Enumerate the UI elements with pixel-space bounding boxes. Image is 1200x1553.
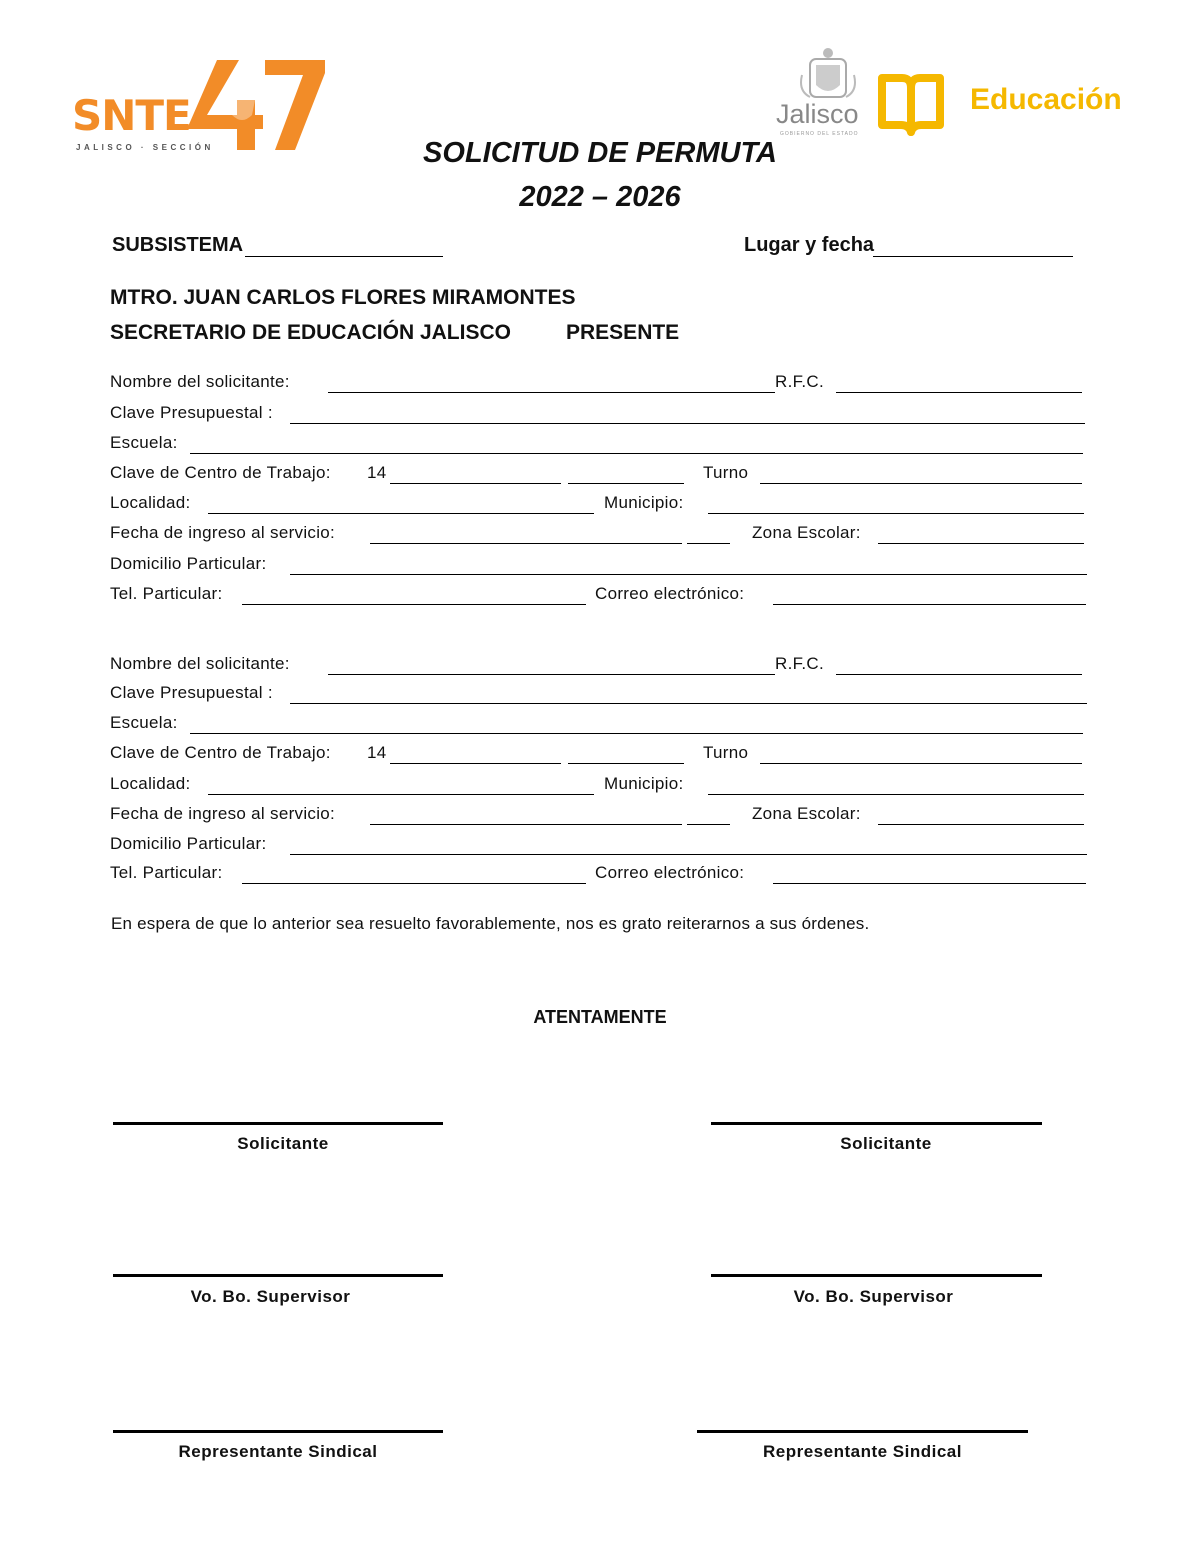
form-row-nombre <box>110 372 1088 398</box>
fecha-ingreso-extra-field[interactable] <box>687 543 730 544</box>
form-row-localidad <box>110 774 1088 800</box>
turno-label: Turno <box>703 743 749 762</box>
localidad-label: Localidad: <box>110 774 191 793</box>
signature-line-representante-1[interactable] <box>113 1430 443 1433</box>
jalisco-logo-subtitle: GOBIERNO DEL ESTADO <box>780 131 859 137</box>
clave-presupuestal-field[interactable] <box>290 423 1085 424</box>
atentamente-heading: ATENTAMENTE <box>533 1007 667 1027</box>
form-row-clave-ct <box>110 743 1088 769</box>
escuela-label: Escuela: <box>110 713 178 732</box>
lugar-fecha-field[interactable] <box>873 256 1073 257</box>
form-row-clave-presupuestal <box>110 683 1088 709</box>
form-row-nombre <box>110 654 1088 680</box>
clave-ct-label: Clave de Centro de Trabajo: <box>110 743 331 762</box>
correo-label: Correo electrónico: <box>595 863 745 882</box>
clave-ct-field[interactable] <box>390 483 561 484</box>
tel-label: Tel. Particular: <box>110 584 223 603</box>
nombre-field[interactable] <box>328 392 775 393</box>
rfc-label: R.F.C. <box>775 654 825 673</box>
zona-escolar-label: Zona Escolar: <box>752 523 861 542</box>
form-row-tel <box>110 863 1088 889</box>
clave-ct-prefix: 14 <box>367 463 387 482</box>
form-row-clave-ct <box>110 463 1088 489</box>
domicilio-field[interactable] <box>290 574 1087 575</box>
clave-presupuestal-label: Clave Presupuestal : <box>110 403 273 422</box>
municipio-field[interactable] <box>708 794 1084 795</box>
zona-escolar-field[interactable] <box>878 543 1084 544</box>
signature-label-supervisor-2: Vo. Bo. Supervisor <box>793 1287 954 1306</box>
zona-escolar-label: Zona Escolar: <box>752 804 861 823</box>
domicilio-field[interactable] <box>290 854 1087 855</box>
open-book-icon <box>876 70 946 142</box>
escuela-field[interactable] <box>190 453 1083 454</box>
addressee-presente: PRESENTE <box>566 321 680 344</box>
clave-ct-extra-field[interactable] <box>568 483 684 484</box>
form-row-clave-presupuestal <box>110 403 1088 429</box>
subsistema-field[interactable] <box>245 256 443 257</box>
closing-paragraph: En espera de que lo anterior sea resuelto favorablemente, nos es grato reiterarnos a sus órdenes. <box>111 914 870 933</box>
correo-field[interactable] <box>773 604 1086 605</box>
snte-logo-subtitle: JALISCO · SECCIÓN <box>76 143 214 152</box>
turno-label: Turno <box>703 463 749 482</box>
subsistema-label: SUBSISTEMA <box>112 234 244 256</box>
clave-ct-prefix: 14 <box>367 743 387 762</box>
tel-field[interactable] <box>242 883 586 884</box>
escuela-label: Escuela: <box>110 433 178 452</box>
tel-label: Tel. Particular: <box>110 863 223 882</box>
fecha-ingreso-label: Fecha de ingreso al servicio: <box>110 804 336 823</box>
signature-line-supervisor-2[interactable] <box>711 1274 1042 1277</box>
form-row-escuela <box>110 433 1088 459</box>
signature-label-solicitante-2: Solicitante <box>840 1134 932 1153</box>
localidad-field[interactable] <box>208 794 594 795</box>
document-period: 2022 – 2026 <box>519 181 681 213</box>
localidad-field[interactable] <box>208 513 594 514</box>
rfc-label: R.F.C. <box>775 372 825 391</box>
fecha-ingreso-field[interactable] <box>370 543 682 544</box>
signature-line-representante-2[interactable] <box>697 1430 1028 1433</box>
turno-field[interactable] <box>760 483 1082 484</box>
signature-label-solicitante-1: Solicitante <box>237 1134 329 1153</box>
snte-logo-text: SNTE <box>72 91 191 140</box>
fecha-ingreso-extra-field[interactable] <box>687 824 730 825</box>
educacion-logo-text: Educación <box>970 83 1122 116</box>
nombre-label: Nombre del solicitante: <box>110 372 290 391</box>
zona-escolar-field[interactable] <box>878 824 1084 825</box>
correo-field[interactable] <box>773 883 1086 884</box>
domicilio-label: Domicilio Particular: <box>110 554 267 573</box>
nombre-field[interactable] <box>328 674 775 675</box>
form-row-domicilio <box>110 554 1088 580</box>
form-row-localidad <box>110 493 1088 519</box>
form-row-escuela <box>110 713 1088 739</box>
rfc-field[interactable] <box>836 392 1082 393</box>
domicilio-label: Domicilio Particular: <box>110 834 267 853</box>
nombre-label: Nombre del solicitante: <box>110 654 290 673</box>
addressee-name: MTRO. JUAN CARLOS FLORES MIRAMONTES <box>110 286 576 309</box>
fecha-ingreso-label: Fecha de ingreso al servicio: <box>110 523 336 542</box>
clave-presupuestal-label: Clave Presupuestal : <box>110 683 273 702</box>
clave-presupuestal-field[interactable] <box>290 703 1087 704</box>
municipio-label: Municipio: <box>604 774 684 793</box>
tel-field[interactable] <box>242 604 586 605</box>
signature-line-solicitante-1[interactable] <box>113 1122 443 1125</box>
form-row-tel <box>110 584 1088 610</box>
form-row-fecha-ingreso <box>110 523 1088 549</box>
rfc-field[interactable] <box>836 674 1082 675</box>
escuela-field[interactable] <box>190 733 1083 734</box>
jalisco-logo-text: Jalisco <box>776 99 859 129</box>
signature-label-representante-2: Representante Sindical <box>762 1442 962 1461</box>
signature-label-representante-1: Representante Sindical <box>178 1442 378 1461</box>
jalisco-educacion-logo <box>776 45 1156 145</box>
lugar-fecha-label: Lugar y fecha <box>744 234 875 256</box>
fecha-ingreso-field[interactable] <box>370 824 682 825</box>
addressee-position: SECRETARIO DE EDUCACIÓN JALISCO <box>110 321 511 344</box>
correo-label: Correo electrónico: <box>595 584 745 603</box>
clave-ct-extra-field[interactable] <box>568 763 684 764</box>
document-title: SOLICITUD DE PERMUTA <box>423 137 777 169</box>
jalisco-coat-of-arms-icon <box>798 45 858 103</box>
signature-line-solicitante-2[interactable] <box>711 1122 1042 1125</box>
signature-label-supervisor-1: Vo. Bo. Supervisor <box>190 1287 351 1306</box>
municipio-field[interactable] <box>708 513 1084 514</box>
signature-line-supervisor-1[interactable] <box>113 1274 443 1277</box>
form-row-domicilio <box>110 834 1088 860</box>
form-row-fecha-ingreso <box>110 804 1088 830</box>
localidad-label: Localidad: <box>110 493 191 512</box>
clave-ct-field[interactable] <box>390 763 561 764</box>
clave-ct-label: Clave de Centro de Trabajo: <box>110 463 331 482</box>
turno-field[interactable] <box>760 763 1082 764</box>
municipio-label: Municipio: <box>604 493 684 512</box>
